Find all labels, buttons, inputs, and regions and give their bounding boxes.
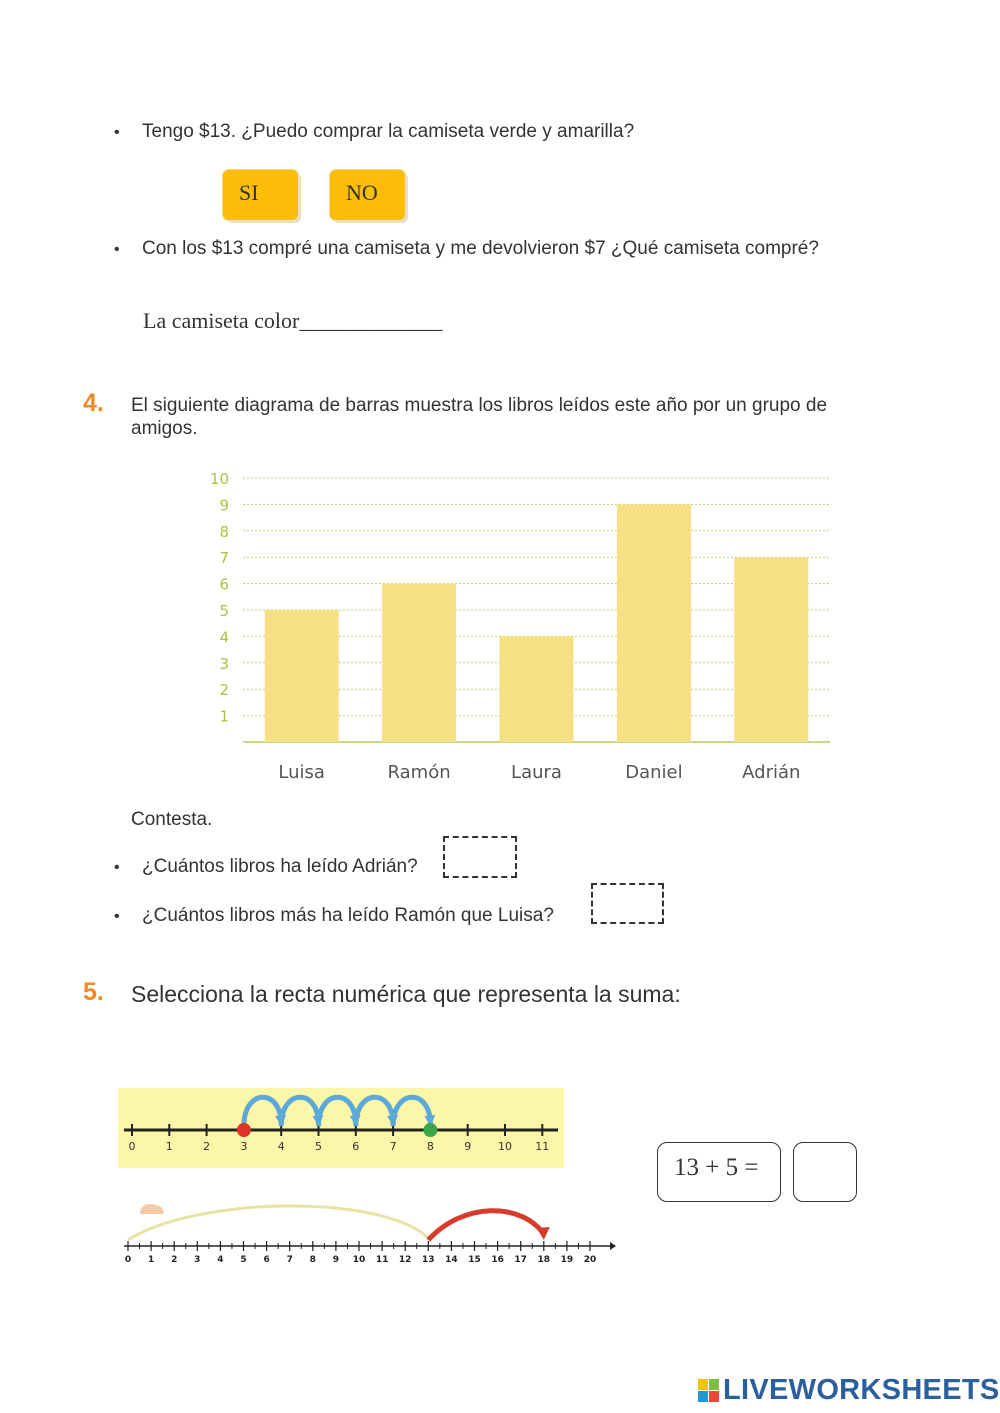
y-tick-label: 1 <box>219 707 229 726</box>
bullet-dot: • <box>114 241 120 258</box>
tick-label: 7 <box>389 1140 397 1153</box>
bar-ramón <box>382 584 456 742</box>
category-label: Luisa <box>278 762 325 783</box>
tick-label: 9 <box>332 1255 340 1265</box>
y-tick-label: 6 <box>219 575 229 594</box>
tick-label: 6 <box>352 1140 360 1153</box>
number-line-1-graphic <box>118 1088 564 1168</box>
tick-label: 7 <box>286 1255 293 1265</box>
category-label: Adrián <box>742 762 801 783</box>
tick-label: 1 <box>147 1255 155 1265</box>
tick-label: 1 <box>165 1140 173 1153</box>
answer-line-shirt-color: La camiseta color_____________ <box>143 308 443 333</box>
jump-arc-plus-5 <box>428 1211 544 1240</box>
tick-label: 18 <box>537 1255 551 1265</box>
number-line-2-graphic <box>118 1196 618 1268</box>
y-tick-label: 4 <box>219 628 229 647</box>
jump-arrow <box>393 1097 430 1126</box>
tick-label: 4 <box>277 1140 285 1153</box>
tick-label: 8 <box>426 1140 434 1153</box>
answer-box-difference[interactable] <box>591 883 664 924</box>
tick-label: 3 <box>194 1255 201 1265</box>
tick-label: 6 <box>263 1255 270 1265</box>
tick-label: 11 <box>375 1255 389 1265</box>
question-4-text-line1: El siguiente diagrama de barras muestra los libros leídos este año por un grupo de <box>131 395 828 416</box>
bar-daniel <box>617 504 691 742</box>
bullet-dot: • <box>114 908 120 925</box>
equation-answer-box[interactable] <box>793 1142 857 1202</box>
y-tick-label: 10 <box>209 470 229 488</box>
question-text: Con los $13 compré una camiseta y me devolvieron $7 ¿Qué camiseta compré? <box>142 238 819 259</box>
bullet-question-difference <box>114 905 554 927</box>
tick-label: 3 <box>240 1140 248 1153</box>
number-line-option-2[interactable] <box>118 1196 618 1268</box>
tick-label: 4 <box>217 1255 224 1265</box>
y-tick-label: 7 <box>219 549 229 568</box>
y-tick-label: 5 <box>219 602 229 620</box>
answer-si-button[interactable]: SI <box>223 170 298 220</box>
tick-label: 16 <box>491 1255 504 1265</box>
start-point-marker <box>237 1123 251 1137</box>
tick-label: 17 <box>514 1255 527 1265</box>
tick-label: 5 <box>315 1140 322 1153</box>
tick-label: 11 <box>535 1140 550 1153</box>
answer-no-button[interactable]: NO <box>330 170 405 220</box>
tick-label: 5 <box>240 1255 247 1265</box>
category-label: Laura <box>511 762 562 783</box>
question-5-text: Selecciona la recta numérica que representa la suma: <box>131 981 681 1007</box>
question-4-text-line2: amigos. <box>131 418 198 439</box>
axis-arrow-head <box>610 1242 616 1250</box>
tick-label: 2 <box>203 1140 211 1153</box>
number-line-option-1[interactable] <box>118 1088 564 1168</box>
bar-laura <box>500 636 574 742</box>
bullet-dot: • <box>114 124 120 141</box>
footer-brand: LIVEWORKSHEETS <box>723 1374 1000 1406</box>
tick-label: 20 <box>583 1255 597 1265</box>
y-tick-label: 8 <box>219 522 229 541</box>
tick-label: 14 <box>445 1255 458 1265</box>
bullet-question-adrian <box>114 856 418 878</box>
tick-label: 9 <box>464 1140 472 1153</box>
character-hand-icon <box>140 1204 164 1214</box>
question-text: ¿Cuántos libros ha leído Adrián? <box>142 856 418 877</box>
jump-arc-to-13 <box>128 1206 428 1240</box>
arrow-head <box>537 1227 550 1240</box>
end-point-marker <box>423 1123 437 1137</box>
tick-label: 12 <box>398 1255 412 1265</box>
tick-label: 10 <box>498 1140 512 1153</box>
equation-box: 13 + 5 = <box>657 1142 781 1202</box>
tick-label: 19 <box>560 1255 574 1265</box>
category-label: Ramón <box>387 762 451 783</box>
bar-luisa <box>265 610 339 742</box>
answer-box-adrian[interactable] <box>443 836 517 878</box>
tick-label: 2 <box>171 1255 178 1265</box>
tick-label: 0 <box>124 1255 132 1265</box>
tick-label: 13 <box>422 1255 435 1265</box>
answer-intro: Contesta. <box>131 809 213 830</box>
jump-arrow <box>319 1097 356 1126</box>
bullet-dot: • <box>114 859 120 876</box>
jump-arrow <box>244 1097 281 1126</box>
question-text: Tengo $13. ¿Puedo comprar la camiseta verde y amarilla? <box>142 121 635 142</box>
tick-label: 0 <box>128 1140 136 1153</box>
question-number-5: 5. <box>83 978 104 1006</box>
y-tick-label: 3 <box>219 654 229 673</box>
category-label: Daniel <box>625 762 683 783</box>
y-tick-label: 2 <box>219 681 229 700</box>
jump-arrow <box>356 1097 393 1126</box>
y-tick-label: 9 <box>219 496 229 515</box>
question-number-4: 4. <box>83 389 104 417</box>
tick-label: 15 <box>468 1255 481 1265</box>
liveworksheets-logo-icon <box>698 1379 720 1403</box>
tick-label: 10 <box>352 1255 366 1265</box>
question-text: ¿Cuántos libros más ha leído Ramón que Luisa? <box>142 905 554 926</box>
jump-arrow <box>281 1097 318 1126</box>
tick-label: 8 <box>309 1255 316 1265</box>
bar-adrián <box>734 557 808 742</box>
